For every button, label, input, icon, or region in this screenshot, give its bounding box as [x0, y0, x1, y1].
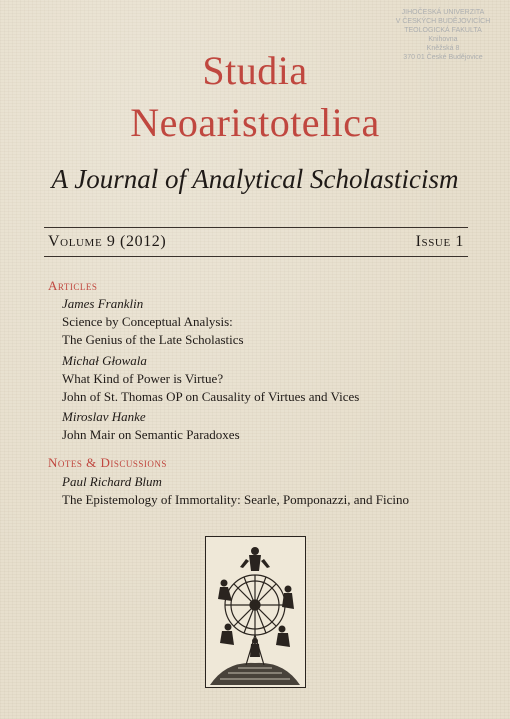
- wheel-of-fortune-woodcut-icon: [205, 536, 306, 688]
- stamp-line: V ČESKÝCH BUDĚJOVICÍCH: [395, 18, 491, 25]
- journal-subtitle: A Journal of Analytical Scholasticism: [51, 164, 459, 194]
- woodcut-illustration: [206, 537, 304, 686]
- notes-heading: Notes & Discussions: [48, 455, 167, 470]
- article-author: Miroslav Hanke: [62, 409, 146, 424]
- stamp-line: TEOLOGICKÁ FAKULTA: [404, 27, 482, 34]
- article-title: The Genius of the Late Scholastics: [62, 332, 244, 347]
- volume-label: Volume 9 (2012): [48, 233, 167, 250]
- article-title: What Kind of Power is Virtue?: [62, 371, 224, 386]
- stamp-line: Knihovna: [428, 36, 458, 43]
- issue-label: Issue 1: [415, 233, 464, 250]
- journal-title-line1: Studia: [202, 48, 308, 93]
- articles-heading: Articles: [48, 278, 98, 293]
- article-title: Science by Conceptual Analysis:: [62, 314, 233, 329]
- bottom-rule: [44, 256, 468, 257]
- article-author: James Franklin: [62, 296, 144, 311]
- top-rule: [44, 227, 468, 228]
- stamp-line: JIHOČESKÁ UNIVERZITA: [401, 9, 485, 16]
- journal-title-line2: Neoaristotelica: [130, 100, 380, 145]
- stamp-line: Kněžská 8: [426, 45, 460, 52]
- stamp-line: 370 01 České Budějovice: [403, 54, 483, 61]
- notes-author: Paul Richard Blum: [62, 474, 162, 489]
- article-title: John of St. Thomas OP on Causality of Virtues and Vices: [62, 389, 360, 404]
- article-title: John Mair on Semantic Paradoxes: [62, 427, 240, 442]
- article-author: Michał Głowala: [62, 353, 147, 368]
- notes-title: The Epistemology of Immortality: Searle, Pomponazzi, and Ficino: [62, 492, 409, 507]
